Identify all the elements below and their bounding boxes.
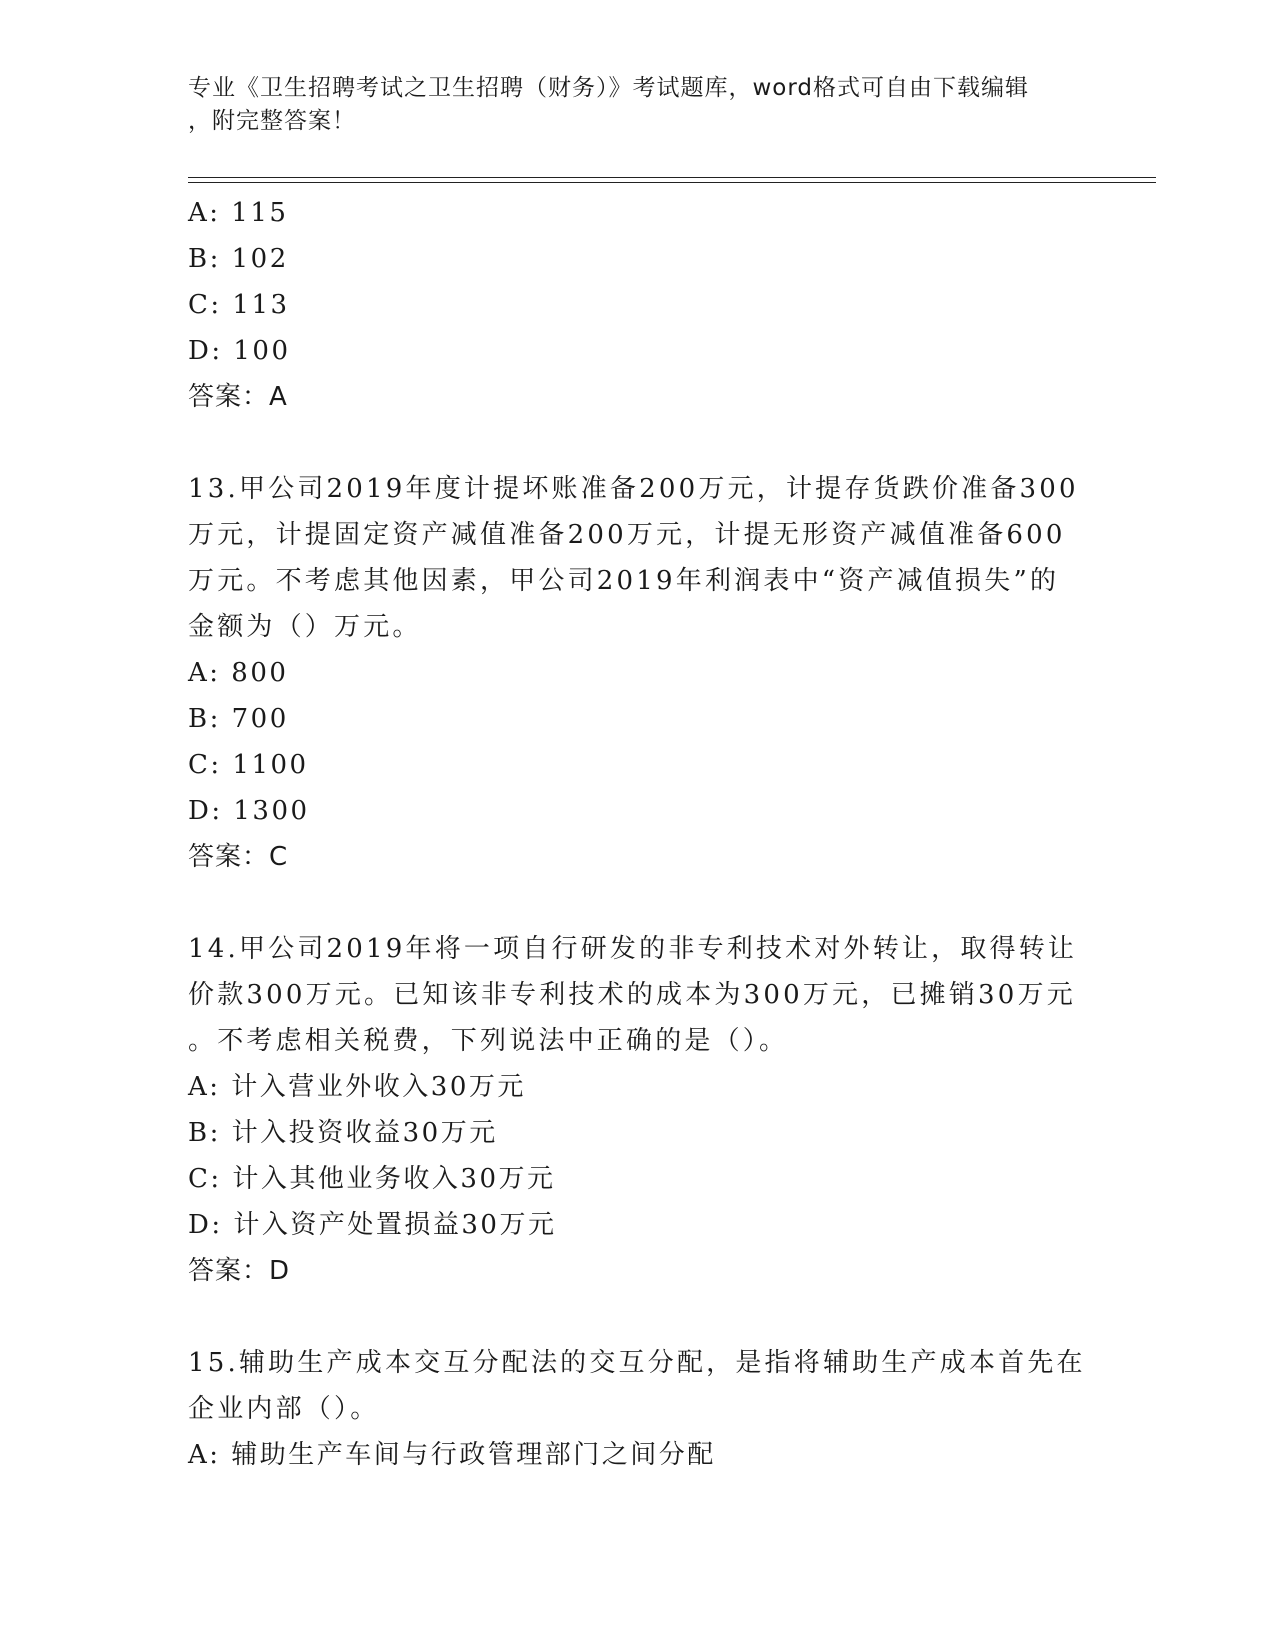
answer-label: 答案：A bbox=[188, 382, 288, 412]
question-text-line: 万元，计提固定资产减值准备200万元，计提无形资产减值准备600 bbox=[188, 520, 1066, 550]
question-13 bbox=[188, 466, 1088, 880]
header-divider-top bbox=[188, 177, 1156, 178]
question-content bbox=[188, 190, 1088, 1478]
option-b: B: 700 bbox=[188, 704, 289, 734]
option-c: C: 计入其他业务收入30万元 bbox=[188, 1164, 556, 1194]
question-text-line: 13.甲公司2019年度计提坏账准备200万元，计提存货跌价准备300 bbox=[188, 474, 1079, 504]
spacer bbox=[188, 1294, 1088, 1340]
spacer bbox=[188, 880, 1088, 926]
spacer bbox=[188, 420, 1088, 466]
option-d: D: 1300 bbox=[188, 796, 310, 826]
header-divider-bottom bbox=[188, 182, 1156, 183]
option-c: C: 1100 bbox=[188, 750, 309, 780]
option-b: B: 102 bbox=[188, 244, 289, 274]
option-d: D: 计入资产处置损益30万元 bbox=[188, 1210, 557, 1240]
question-text-line: 。不考虑相关税费，下列说法中正确的是（）。 bbox=[188, 1026, 789, 1056]
header-line-1: 专业《卫生招聘考试之卫生招聘（财务）》考试题库，word格式可自由下载编辑 bbox=[188, 75, 1030, 101]
question-text-line: 金额为（）万元。 bbox=[188, 612, 422, 642]
question-14 bbox=[188, 926, 1088, 1294]
question-text-line: 15.辅助生产成本交互分配法的交互分配，是指将辅助生产成本首先在 bbox=[188, 1348, 1086, 1378]
question-text-line: 万元。不考虑其他因素，甲公司2019年利润表中“资产减值损失”的 bbox=[188, 566, 1060, 596]
option-b: B: 计入投资收益30万元 bbox=[188, 1118, 498, 1148]
answer-label: 答案：D bbox=[188, 1256, 291, 1286]
document-header bbox=[188, 72, 1068, 138]
question-12 bbox=[188, 190, 1088, 420]
header-line-2: ，附完整答案！ bbox=[188, 108, 356, 134]
question-text-line: 14.甲公司2019年将一项自行研发的非专利技术对外转让，取得转让 bbox=[188, 934, 1078, 964]
option-a: A: 辅助生产车间与行政管理部门之间分配 bbox=[188, 1440, 716, 1470]
option-c: C: 113 bbox=[188, 290, 290, 320]
option-a: A: 800 bbox=[188, 658, 289, 688]
option-a: A: 115 bbox=[188, 198, 289, 228]
question-text-line: 价款300万元。已知该非专利技术的成本为300万元，已摊销30万元 bbox=[188, 980, 1076, 1010]
question-15 bbox=[188, 1340, 1088, 1478]
answer-label: 答案：C bbox=[188, 842, 289, 872]
question-text-line: 企业内部（）。 bbox=[188, 1394, 380, 1424]
option-a: A: 计入营业外收入30万元 bbox=[188, 1072, 526, 1102]
option-d: D: 100 bbox=[188, 336, 291, 366]
